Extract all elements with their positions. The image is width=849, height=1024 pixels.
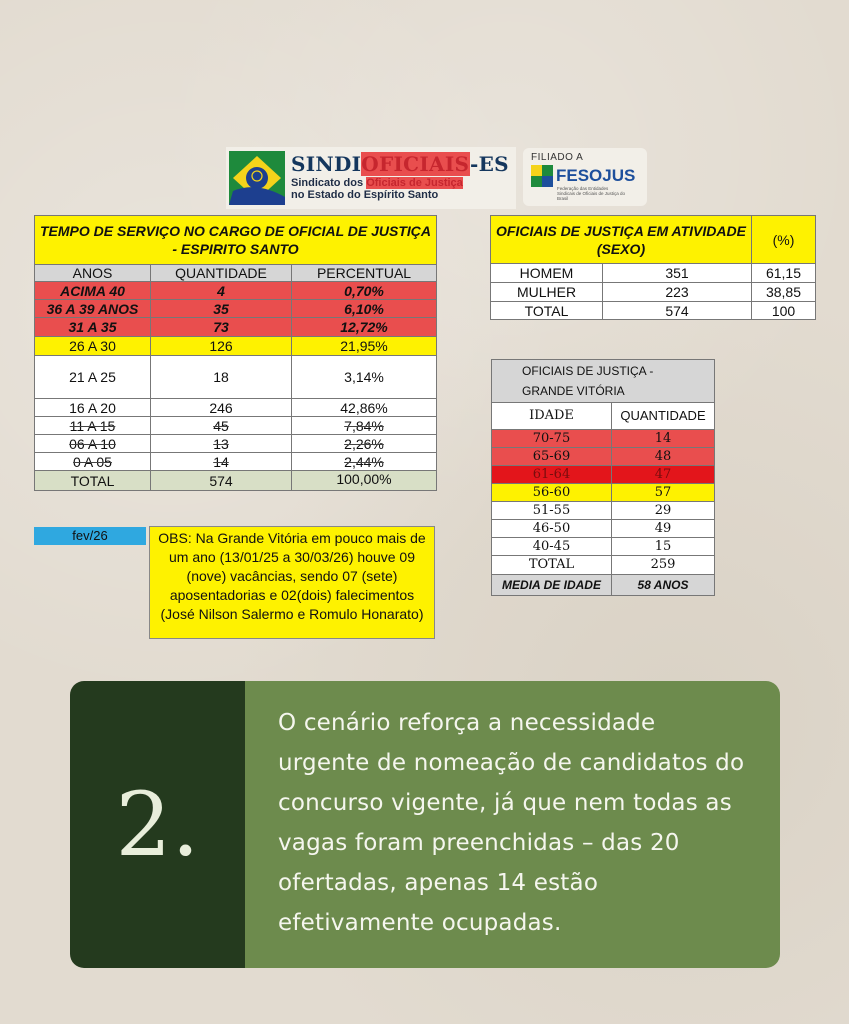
label-cell: MULHER [491, 283, 603, 302]
qtd-cell: 45 [151, 417, 292, 435]
qtd-cell: 259 [612, 556, 715, 575]
sindioficiais-logo [226, 147, 516, 209]
qtd-cell: 49 [612, 520, 715, 538]
idade-cell: 70-75 [492, 430, 612, 448]
table-title: OFICIAIS DE JUSTIÇA - GRANDE VITÓRIA [492, 360, 715, 403]
qtd-cell: 13 [151, 435, 292, 453]
qtd-cell: 15 [612, 538, 715, 556]
table-row [492, 448, 715, 466]
pct-cell: 2,44% [292, 453, 437, 471]
anos-cell: 11 A 15 [35, 417, 151, 435]
grande-vitoria-table [491, 359, 715, 596]
idade-cell: TOTAL [492, 556, 612, 575]
qtd-cell: 48 [612, 448, 715, 466]
anos-cell: ACIMA 40 [35, 282, 151, 300]
pct-cell: 12,72% [292, 318, 437, 337]
table-row [35, 337, 437, 356]
column-header: QUANTIDADE [151, 265, 292, 282]
qtd-cell: 14 [151, 453, 292, 471]
card-number-panel [70, 681, 245, 968]
qtd-cell: 126 [151, 337, 292, 356]
anos-cell: 16 A 20 [35, 399, 151, 417]
idade-cell: 46-50 [492, 520, 612, 538]
pct-cell: 38,85 [752, 283, 816, 302]
qtd-cell: 574 [151, 471, 292, 491]
anos-cell: 21 A 25 [35, 356, 151, 399]
qtd-cell: 73 [151, 318, 292, 337]
table-row [492, 520, 715, 538]
table-row [492, 538, 715, 556]
media-value: 58 ANOS [612, 575, 715, 596]
table-row [491, 264, 816, 283]
affiliated-label: FILIADO A [531, 152, 584, 163]
table-row [491, 302, 816, 320]
table-title: OFICIAIS DE JUSTIÇA EM ATIVIDADE (SEXO) [491, 216, 752, 264]
anos-cell: TOTAL [35, 471, 151, 491]
pct-cell: 6,10% [292, 300, 437, 318]
highlight-card [70, 681, 780, 968]
table-row [492, 466, 715, 484]
idade-cell: 40-45 [492, 538, 612, 556]
qtd-cell: 35 [151, 300, 292, 318]
pct-cell: 100,00% [292, 471, 437, 491]
pct-cell: 2,26% [292, 435, 437, 453]
table-row [35, 435, 437, 453]
table-row [491, 283, 816, 302]
media-row [492, 575, 715, 596]
media-label: MEDIA DE IDADE [492, 575, 612, 596]
anos-cell: 26 A 30 [35, 337, 151, 356]
anos-cell: 31 A 35 [35, 318, 151, 337]
column-header: ANOS [35, 265, 151, 282]
pct-cell: 42,86% [292, 399, 437, 417]
pct-cell: 3,14% [292, 356, 437, 399]
qtd-cell: 18 [151, 356, 292, 399]
table-row [492, 484, 715, 502]
observation-box: OBS: Na Grande Vitória em pouco mais de um ano (13/01/25 a 30/03/26) houve 09 (nove) vacâncias, sendo 07 (sete) aposentadorias e 02(dois) falecimentos (José Nilson Salermo e Romulo Honarato) [149, 526, 435, 639]
column-header: IDADE [492, 403, 612, 430]
fesojus-mark-icon [531, 165, 553, 187]
pct-cell: 61,15 [752, 264, 816, 283]
pct-cell: 0,70% [292, 282, 437, 300]
card-number: 2. [115, 773, 200, 876]
federation-name: FESOJUS [556, 166, 636, 185]
column-header: PERCENTUAL [292, 265, 437, 282]
card-text: O cenário reforça a necessidade urgente de nomeação de candidatos do concurso vigente, já que nem todas as vagas foram preenchidas – das 20 ofertadas, apenas 14 estão efetivamente ocupadas. [278, 710, 745, 936]
qtd-cell: 4 [151, 282, 292, 300]
qtd-cell: 223 [603, 283, 752, 302]
anos-cell: 0 A 05 [35, 453, 151, 471]
table-row [35, 300, 437, 318]
total-row [492, 556, 715, 575]
tempo-servico-table [34, 215, 437, 491]
qtd-cell: 57 [612, 484, 715, 502]
table-row [35, 399, 437, 417]
idade-cell: 51-55 [492, 502, 612, 520]
table-row [35, 282, 437, 300]
idade-cell: 65-69 [492, 448, 612, 466]
date-tag: fev/26 [34, 527, 146, 545]
column-header: QUANTIDADE [612, 403, 715, 430]
pct-cell: 7,84% [292, 417, 437, 435]
brazil-flag-icon [229, 151, 285, 205]
qtd-cell: 574 [603, 302, 752, 320]
table-row [35, 453, 437, 471]
brand-subtitle: Sindicato dos Oficiais de Justiça no Estado do Espírito Santo [291, 177, 463, 201]
table-row [35, 417, 437, 435]
table-row [35, 356, 437, 399]
brand-title: SINDIOFICIAIS-ES [291, 152, 509, 177]
anos-cell: 36 A 39 ANOS [35, 300, 151, 318]
qtd-cell: 14 [612, 430, 715, 448]
qtd-cell: 29 [612, 502, 715, 520]
table-row [35, 318, 437, 337]
pct-cell: 100 [752, 302, 816, 320]
idade-cell: 61-64 [492, 466, 612, 484]
idade-cell: 56-60 [492, 484, 612, 502]
card-text-panel [245, 681, 780, 968]
federation-subtitle: Federação das Entidades Sindicais de Oficiais de Justiça do Brasil [557, 186, 626, 201]
label-cell: HOMEM [491, 264, 603, 283]
sexo-table [490, 215, 816, 320]
qtd-cell: 351 [603, 264, 752, 283]
table-row [492, 430, 715, 448]
label-cell: TOTAL [491, 302, 603, 320]
table-title: TEMPO DE SERVIÇO NO CARGO DE OFICIAL DE JUSTIÇA - ESPIRITO SANTO [35, 216, 437, 265]
fesojus-logo [523, 148, 647, 206]
pct-cell: 21,95% [292, 337, 437, 356]
qtd-cell: 246 [151, 399, 292, 417]
pct-header: (%) [752, 216, 816, 264]
total-row [35, 471, 437, 491]
qtd-cell: 47 [612, 466, 715, 484]
anos-cell: 06 A 10 [35, 435, 151, 453]
table-row [492, 502, 715, 520]
